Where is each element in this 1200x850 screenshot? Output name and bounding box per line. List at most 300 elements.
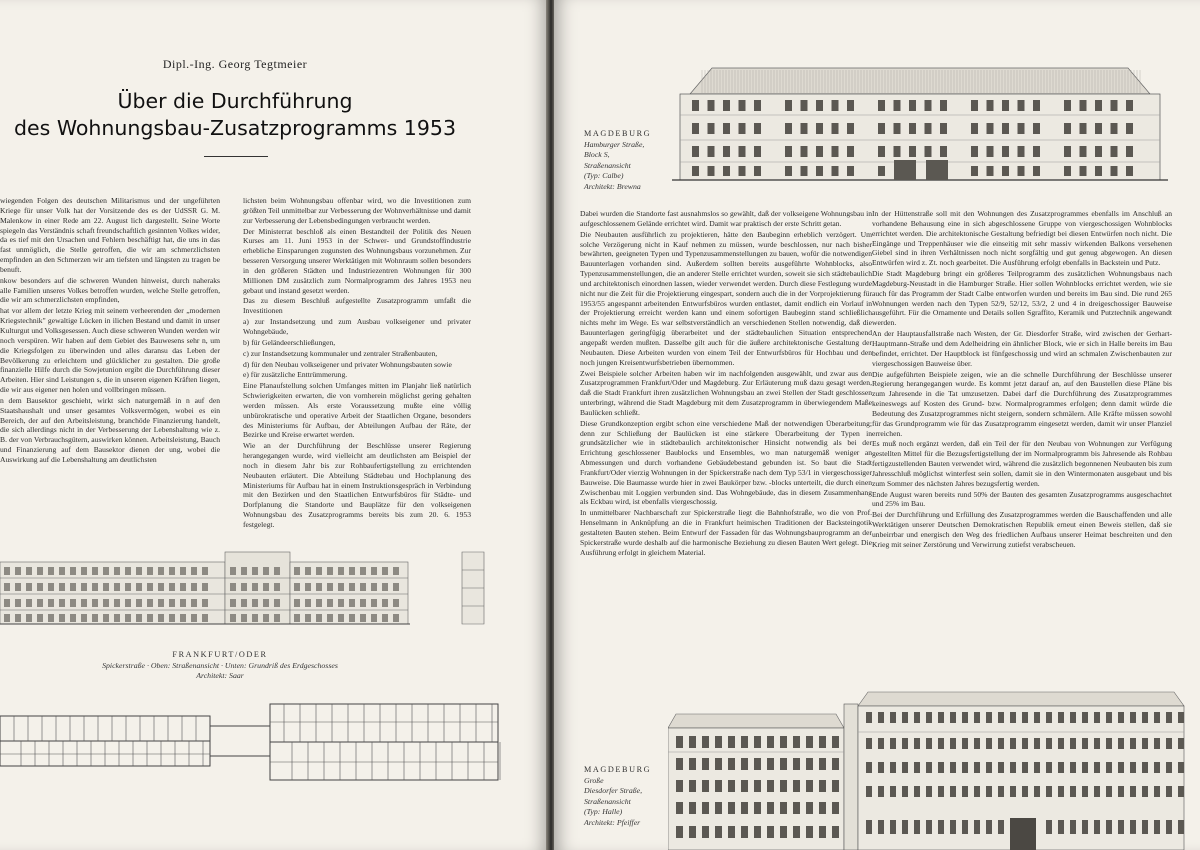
window-mark <box>986 738 992 749</box>
caption-city: MAGDEBURG <box>584 129 652 138</box>
window-mark <box>998 786 1004 797</box>
article-title <box>0 88 470 142</box>
window-mark <box>793 780 800 792</box>
window-mark <box>338 614 344 622</box>
window-mark <box>147 567 153 575</box>
window-mark <box>191 599 197 607</box>
paragraph: An der Hauptausfallstraße nach Westen, der Gr. Diesdorfer Straße, wird zwischen der Gerhart-Hauptmann-Straße und dem Adelheidring ein ähnlicher Block, wie er sich in Halle bereits im Bau befindet, errichtet. Der Hauptblock ist fünfgeschossig und wird an schmalen Zwischenbauten zur viergeschossigen Bauweise über. <box>872 329 1172 368</box>
window-mark <box>728 736 735 748</box>
window-mark <box>793 736 800 748</box>
window-mark <box>202 567 208 575</box>
window-mark <box>832 826 839 838</box>
window-mark <box>92 614 98 622</box>
window-mark <box>925 100 932 111</box>
window-mark <box>1095 166 1102 176</box>
window-mark <box>1046 786 1052 797</box>
window-mark <box>1166 786 1172 797</box>
window-mark <box>393 583 399 591</box>
window-mark <box>360 583 366 591</box>
window-mark <box>230 567 236 575</box>
window-mark <box>338 599 344 607</box>
window-mark <box>832 100 839 111</box>
window-mark <box>998 738 1004 749</box>
window-mark <box>1111 123 1118 134</box>
window-mark <box>316 583 322 591</box>
window-mark <box>702 758 709 770</box>
window-mark <box>806 826 813 838</box>
paragraph: n dem Bausektor geschieht, wirkt sich naturgemäß in n auf den Staatshaushalt und unser gesamtes Volksvermögen, wobei es ein Bereich, der auf den Arbeitsleistung, branchöde Finanzierung handelt, die sich allerdings nicht in der Verbesserung der Lebenshaltung wie z. B. der von Verbrauchsgütern, auswirken können. Arbeitsleistung, Bauch und Finanzierung auf dem Bausektor dienen der ung, wobei die Auswirkung auf die Lebenshaltung am deutlichsten <box>0 395 220 464</box>
window-mark <box>741 826 748 838</box>
window-mark <box>950 762 956 773</box>
window-mark <box>1064 146 1071 157</box>
window-mark <box>1094 738 1100 749</box>
window-mark <box>1106 712 1112 723</box>
window-mark <box>866 738 872 749</box>
window-mark <box>754 802 761 814</box>
window-mark <box>806 780 813 792</box>
window-mark <box>338 567 344 575</box>
window-mark <box>986 820 992 834</box>
window-mark <box>1034 786 1040 797</box>
window-mark <box>847 123 854 134</box>
window-mark <box>1010 738 1016 749</box>
window-mark <box>971 166 978 176</box>
window-mark <box>241 614 247 622</box>
window-mark <box>305 567 311 575</box>
window-mark <box>832 146 839 157</box>
window-mark <box>1046 820 1052 834</box>
window-mark <box>15 614 21 622</box>
window-mark <box>816 100 823 111</box>
window-mark <box>136 599 142 607</box>
window-mark <box>1094 820 1100 834</box>
window-mark <box>230 599 236 607</box>
window-mark <box>940 100 947 111</box>
window-mark <box>263 583 269 591</box>
window-mark <box>987 146 994 157</box>
caption-line: (Typ: Halle) <box>584 807 623 816</box>
window-mark <box>780 758 787 770</box>
paragraph: Der Ministerrat beschloß als einen Bestandteil der Politik des Neuen Kurses am 11. Juni 1953 in der Schwer- und Grundstoffindustrie erhebliche Einsparungen zugunsten des Wohnungsbaus vorzunehmen. Zur besseren Versorgung unserer Werktätigen mit Wohnraum sollen besonders in den größeren Städten und Industriezentren Wohnungen für 300 Millionen DM zusätzlich zum Normalprogramm des Jahres 1953 neu gebaut und instand gesetzt werden. <box>243 226 471 295</box>
window-mark <box>987 123 994 134</box>
window-mark <box>1034 738 1040 749</box>
window-mark <box>349 599 355 607</box>
window-mark <box>866 820 872 834</box>
window-mark <box>169 583 175 591</box>
window-mark <box>1002 123 1009 134</box>
window-mark <box>37 599 43 607</box>
window-mark <box>274 567 280 575</box>
window-mark <box>1130 762 1136 773</box>
paragraph: wiegenden Folgen des deutschen Militarismus und der ungeführten Kriege für unser Volk hat der Vorsitzende des es der UdSSR G. M. Malenkow in einer Rede am 22. August lich dargestellt. Seine Worte spiegeln das Verständnis schaft freundschaftlich gesinnten Volkes wider, da es tief mit den Ursachen und Fehlern beschäftigt hat, die uns in das fast unmöglich, die Stelle getroffen, die wir am schmerzlichsten empfinden an den Schmerzen wir am tiefsten und längsten zu tragen be benuft. <box>0 196 220 274</box>
window-mark <box>902 762 908 773</box>
paragraph: d) für den Neubau volkseigener und privater Wohnungsbauten sowie <box>243 359 452 369</box>
window-mark <box>26 599 32 607</box>
window-mark <box>998 820 1004 834</box>
window-mark <box>1094 762 1100 773</box>
frankfurt-floor-plan <box>0 696 505 786</box>
window-mark <box>894 123 901 134</box>
window-mark <box>114 614 120 622</box>
paragraph: Zwei Beispiele solcher Arbeiten haben wir im nachfolgenden ausgewählt, und zwar aus den Zusatzprogrammen Frankfurt/Oder und Magdeburg. Zur Erläuterung muß dazu gesagt werden, daß die Stadt Frankfurt ihren zusätzlichen Wohnungsbau an zwei Stellen der Stadt geschlossen unterbringt, während die Stadt Magdeburg mit dem Zusatzprogramm in überwiegendem Maße Baulücken schließt. <box>580 368 872 417</box>
window-mark <box>1126 123 1133 134</box>
window-mark <box>767 826 774 838</box>
window-mark <box>971 123 978 134</box>
window-mark <box>741 736 748 748</box>
window-mark <box>962 762 968 773</box>
window-mark <box>1154 712 1160 723</box>
paragraph: Dabei wurden die Standorte fast ausnahmslos so gewählt, daß der volkseigene Wohnungsbau in aufgeschlossenem Gelände errichtet wird. Damit war praktisch der erste Schritt getan. <box>580 209 872 228</box>
window-mark <box>26 614 32 622</box>
window-mark <box>702 826 709 838</box>
window-mark <box>1082 820 1088 834</box>
window-mark <box>816 146 823 157</box>
window-mark <box>986 762 992 773</box>
window-mark <box>1095 146 1102 157</box>
window-mark <box>925 146 932 157</box>
window-mark <box>1080 100 1087 111</box>
window-mark <box>316 599 322 607</box>
window-mark <box>1080 123 1087 134</box>
frankfurt-elevation-drawing <box>0 548 500 630</box>
window-mark <box>890 738 896 749</box>
paragraph: e) für zusätzliche Enttrümmerung. <box>243 370 348 380</box>
window-mark <box>793 826 800 838</box>
window-mark <box>816 123 823 134</box>
window-mark <box>263 599 269 607</box>
right-column-1 <box>580 209 872 559</box>
window-mark <box>754 100 761 111</box>
window-mark <box>393 567 399 575</box>
window-mark <box>832 802 839 814</box>
window-mark <box>294 583 300 591</box>
window-mark <box>925 123 932 134</box>
caption-line: Straßenansicht <box>584 160 631 170</box>
window-mark <box>147 583 153 591</box>
window-mark <box>728 826 735 838</box>
window-mark <box>327 567 333 575</box>
window-mark <box>926 738 932 749</box>
window-mark <box>1033 166 1040 176</box>
window-mark <box>767 802 774 814</box>
window-mark <box>801 100 808 111</box>
window-mark <box>252 614 258 622</box>
window-mark <box>950 786 956 797</box>
window-mark <box>169 599 175 607</box>
window-mark <box>1118 738 1124 749</box>
caption-line: Architekt: Brewna <box>584 181 641 191</box>
paragraph: Diese Grundkonzeption ergibt schon eine verschiedene Maß der notwendigen Überarbeitung; denn zur Schließung der Baulücken ist eine stärkere Überarbeitung der Typen in grundsätzlicher wie in städtebaulich architektonischer Hinsicht notwendig als bei der Errichtung geschlossener Baublocks und Ensembles, wo man naturgemäß weniger an Abmessungen und durch vorhandene Gebäudebestand gebunden ist. So baut die Stadt Frankfurt/Oder vierzig Wohnungen in der Spickerstraße nach dem Typ 53/1 in viergeschossiger Bauweise. Die Baumasse wurde hier in zwei Baukörper bzw. -blocks unterteilt, die durch einen Zwischenbau mit Loggien verbunden sind. Das Wohngebäude, das in diesem Zusammenhang als Eckbau wird, ist ebenfalls viergeschossig. <box>580 418 872 507</box>
window-mark <box>1002 100 1009 111</box>
window-mark <box>926 786 932 797</box>
window-mark <box>294 614 300 622</box>
window-mark <box>741 802 748 814</box>
window-mark <box>962 712 968 723</box>
window-mark <box>1002 146 1009 157</box>
window-mark <box>1166 820 1172 834</box>
window-mark <box>1142 738 1148 749</box>
caption-line: Hamburger Straße, <box>584 139 645 149</box>
window-mark <box>327 614 333 622</box>
window-mark <box>909 100 916 111</box>
window-mark <box>806 736 813 748</box>
window-mark <box>180 599 186 607</box>
window-mark <box>4 567 10 575</box>
window-mark <box>1022 786 1028 797</box>
window-mark <box>987 166 994 176</box>
window-mark <box>878 820 884 834</box>
window-mark <box>728 802 735 814</box>
window-mark <box>274 599 280 607</box>
window-mark <box>26 583 32 591</box>
window-mark <box>938 712 944 723</box>
caption-city: FRANKFURT/ODER <box>172 650 268 659</box>
window-mark <box>1080 166 1087 176</box>
window-mark <box>1070 738 1076 749</box>
window-mark <box>360 614 366 622</box>
magdeburg-top-caption <box>584 129 676 192</box>
window-mark <box>878 146 885 157</box>
window-mark <box>169 614 175 622</box>
window-mark <box>878 786 884 797</box>
window-mark <box>1070 786 1076 797</box>
window-mark <box>715 826 722 838</box>
window-mark <box>938 762 944 773</box>
window-mark <box>938 738 944 749</box>
window-mark <box>847 146 854 157</box>
window-mark <box>702 736 709 748</box>
window-mark <box>15 583 21 591</box>
paragraph: lichsten beim Wohnungsbau offenbar wird, wo die Investitionen zum größten Teil unmittelbar zur Verbesserung der Wohnverhältnisse und damit zur Verbesserung der Lebensbedingungen verbraucht werden. <box>243 196 471 225</box>
title-line-1: Über die Durchführung <box>117 89 353 113</box>
window-mark <box>114 583 120 591</box>
window-mark <box>1142 712 1148 723</box>
window-mark <box>327 583 333 591</box>
left-page <box>0 0 548 850</box>
window-mark <box>974 738 980 749</box>
window-mark <box>1178 738 1184 749</box>
window-mark <box>785 166 792 176</box>
window-mark <box>1118 762 1124 773</box>
window-mark <box>316 567 322 575</box>
window-mark <box>70 599 76 607</box>
window-mark <box>723 166 730 176</box>
window-mark <box>70 583 76 591</box>
window-mark <box>998 712 1004 723</box>
window-mark <box>1022 712 1028 723</box>
window-mark <box>715 736 722 748</box>
window-mark <box>938 786 944 797</box>
window-mark <box>708 166 715 176</box>
window-mark <box>1130 820 1136 834</box>
window-mark <box>767 736 774 748</box>
window-mark <box>191 583 197 591</box>
window-mark <box>1166 762 1172 773</box>
window-mark <box>1010 786 1016 797</box>
paragraph: Bei der Durchführung und Erfüllung des Zusatzprogrammes werden die Bauschaffenden und alle Werktätigen unserer Deutschen Demokratischen Republik erneut einen Beweis stellen, daß sie unbeirrbar und energisch den Weg des friedlichen Aufbaus unserer Heimat beschreiten und den Krieg mit seiner Zerstörung und Verwirrung zutiefst verabscheuen. <box>872 510 1172 549</box>
paragraph: Wie an der Durchführung der Beschlüsse unserer Regierung herangegangen wurde, wird vielleicht am deutlichsten am Beispiel der noch in diesem Jahr bis zur Rohbaufertigstellung zu errichtenden Neubauten erläutert. Die Abteilung Städtebau und Hochplanung des Ministeriums für Aufbau hat in einem Instruktionsgespräch in Verbindung mit den Bezirken und den Staatlichen Entwurfsbüros für Städte- und Dorfplanung die Standorte und Bauplätze für den volkseigenen Wohnungsbau des Zusatzprogramms bereits bis zum 20. 6. 1953 festgelegt. <box>243 441 471 529</box>
window-mark <box>1178 786 1184 797</box>
window-mark <box>252 567 258 575</box>
window-mark <box>801 146 808 157</box>
window-mark <box>926 820 932 834</box>
window-mark <box>180 614 186 622</box>
window-mark <box>147 614 153 622</box>
window-mark <box>801 123 808 134</box>
window-mark <box>114 599 120 607</box>
window-mark <box>1010 762 1016 773</box>
left-column-1 <box>0 196 220 466</box>
window-mark <box>801 166 808 176</box>
window-mark <box>1080 146 1087 157</box>
window-mark <box>136 567 142 575</box>
title-line-2: des Wohnungsbau-Zusatzprogramms 1953 <box>14 116 456 140</box>
left-column-2 <box>243 196 471 531</box>
window-mark <box>263 567 269 575</box>
window-mark <box>180 567 186 575</box>
window-mark <box>793 802 800 814</box>
window-mark <box>998 762 1004 773</box>
paragraph: a) zur Instandsetzung und zum Ausbau volkseigener und privater Wohngebäude, <box>243 317 471 336</box>
caption-line: Architekt: Saar <box>196 671 244 680</box>
window-mark <box>230 583 236 591</box>
window-mark <box>938 820 944 834</box>
window-mark <box>1126 166 1133 176</box>
window-mark <box>371 567 377 575</box>
window-mark <box>986 712 992 723</box>
window-mark <box>847 166 854 176</box>
window-mark <box>382 583 388 591</box>
window-mark <box>914 738 920 749</box>
window-mark <box>1022 762 1028 773</box>
window-mark <box>81 583 87 591</box>
window-mark <box>974 786 980 797</box>
window-mark <box>125 583 131 591</box>
window-mark <box>263 614 269 622</box>
window-mark <box>785 100 792 111</box>
window-mark <box>1118 820 1124 834</box>
window-mark <box>971 146 978 157</box>
window-mark <box>816 166 823 176</box>
window-mark <box>1034 712 1040 723</box>
window-mark <box>940 146 947 157</box>
window-mark <box>754 826 761 838</box>
window-mark <box>754 758 761 770</box>
window-mark <box>114 567 120 575</box>
window-mark <box>962 786 968 797</box>
window-mark <box>1082 712 1088 723</box>
window-mark <box>1002 166 1009 176</box>
window-mark <box>780 802 787 814</box>
window-mark <box>878 166 885 176</box>
window-mark <box>1178 820 1184 834</box>
window-mark <box>702 802 709 814</box>
window-mark <box>723 146 730 157</box>
window-mark <box>92 567 98 575</box>
window-mark <box>962 820 968 834</box>
window-mark <box>241 583 247 591</box>
window-mark <box>393 599 399 607</box>
window-mark <box>1166 738 1172 749</box>
window-mark <box>202 614 208 622</box>
window-mark <box>806 802 813 814</box>
window-mark <box>252 583 258 591</box>
window-mark <box>1111 100 1118 111</box>
window-mark <box>136 614 142 622</box>
paragraph: In unmittelbarer Nachbarschaft zur Spickerstraße liegt die Bahnhofstraße, wo die von Prof. Henselmann in Anknüpfung an die in Frankfurt heimischen Traditionen der Backsteingotik gestalteten Bauten stehen. Beim Entwurf der Fassaden für das Wohnungsbauprogramm an der Spickerstraße wurde deshalb auf die harmonische Beziehung zu diesen Bauten Wert gelegt. Die Ausführung erfolgt in gleichem Material. <box>580 508 872 557</box>
window-mark <box>1126 146 1133 157</box>
window-mark <box>1178 712 1184 723</box>
window-mark <box>692 166 699 176</box>
window-mark <box>15 567 21 575</box>
window-mark <box>1094 786 1100 797</box>
window-mark <box>676 736 683 748</box>
window-mark <box>739 146 746 157</box>
window-mark <box>739 166 746 176</box>
window-mark <box>158 567 164 575</box>
paragraph: c) zur Instandsetzung kommunaler und zentraler Straßenbauten, <box>243 348 438 358</box>
window-mark <box>723 123 730 134</box>
paragraph: Eine Planaufstellung solchen Umfanges mitten im Planjahr ließ natürlich Schwierigkeiten erwarten, die von vornherein möglichst gering gehalten werden müssen. Als erste Voraussetzung mußte eine völlig unbürokratische und operative Arbeit der Staatlichen Organe, besonders des Ministeriums für Aufbau, der Abteilungen Aufbau der Räte, der Bezirke und Kreise erwartet werden. <box>243 381 471 440</box>
magdeburg-diesdorfer-strasse-elevation <box>668 688 1188 850</box>
window-mark <box>878 123 885 134</box>
window-mark <box>158 599 164 607</box>
paragraph: hat vor allem der letzte Krieg mit seinem verheerenden der „modernen Kriegstechnik" gewaltige Lücken in ilichen Bestand und damit in unser Kulturgut und Volksgesessen. Auch diese schweren Wunden werden wir noch verspüren. Wir haben auf dem Gebiet des Bauwesens sehr n, um die Kriegsfolgen zu überwinden und alles daransu das Leben der Bevölkerung zu erleichtern und glücklicher zu gestalten. Die große finanzielle Hilfe durch die Sowjetunion ergibt die Durchführung dieser Arbeiten. Hier sind Leistungen s, die in unseren eigenen Kräften liegen, die wir aus eigener nen holen und vollbringen müssen. <box>0 306 220 395</box>
window-mark <box>1058 712 1064 723</box>
window-mark <box>974 762 980 773</box>
window-mark <box>103 614 109 622</box>
window-mark <box>360 599 366 607</box>
window-mark <box>780 780 787 792</box>
window-mark <box>894 146 901 157</box>
window-mark <box>59 614 65 622</box>
window-mark <box>1095 100 1102 111</box>
window-mark <box>689 758 696 770</box>
window-mark <box>689 780 696 792</box>
window-mark <box>689 802 696 814</box>
window-mark <box>986 786 992 797</box>
window-mark <box>819 802 826 814</box>
window-mark <box>382 614 388 622</box>
window-mark <box>1142 762 1148 773</box>
right-column-2 <box>872 209 1172 551</box>
window-mark <box>252 599 258 607</box>
window-mark <box>832 123 839 134</box>
window-mark <box>1154 820 1160 834</box>
window-mark <box>878 712 884 723</box>
window-mark <box>1010 712 1016 723</box>
window-mark <box>1018 166 1025 176</box>
window-mark <box>1106 738 1112 749</box>
window-mark <box>180 583 186 591</box>
window-mark <box>819 780 826 792</box>
window-mark <box>48 567 54 575</box>
window-mark <box>125 614 131 622</box>
magdeburg-hamburger-strasse-elevation <box>672 62 1168 187</box>
title-rule <box>204 156 268 157</box>
caption-line: Architekt: Pfeiffer <box>584 817 641 827</box>
window-mark <box>914 712 920 723</box>
window-mark <box>1094 712 1100 723</box>
window-mark <box>230 614 236 622</box>
window-mark <box>902 738 908 749</box>
window-mark <box>847 100 854 111</box>
window-mark <box>1082 762 1088 773</box>
paragraph: Die Stadt Magdeburg bringt ein größeres Teilprogramm des zusätzlichen Wohnungsbaus nach Magdeburg-Neustadt in die Hamburger Straße. Hier sollen Wohnblocks errichtet werden, wie sie auch für das Programm der Stadt Calbe entworfen wurden und bereits im Bau sind. Die rund 265 Wohnungen werden nach den Typen 52/9, 52/12, 53/2, 2 und 4 in dreigeschossiger Bauweise ausgeführt. Für die Ornamente und Details sollen Sgraffito, Keramik und Putztechnik angewandt werden. <box>872 269 1172 328</box>
window-mark <box>974 820 980 834</box>
window-mark <box>1130 786 1136 797</box>
window-mark <box>158 583 164 591</box>
